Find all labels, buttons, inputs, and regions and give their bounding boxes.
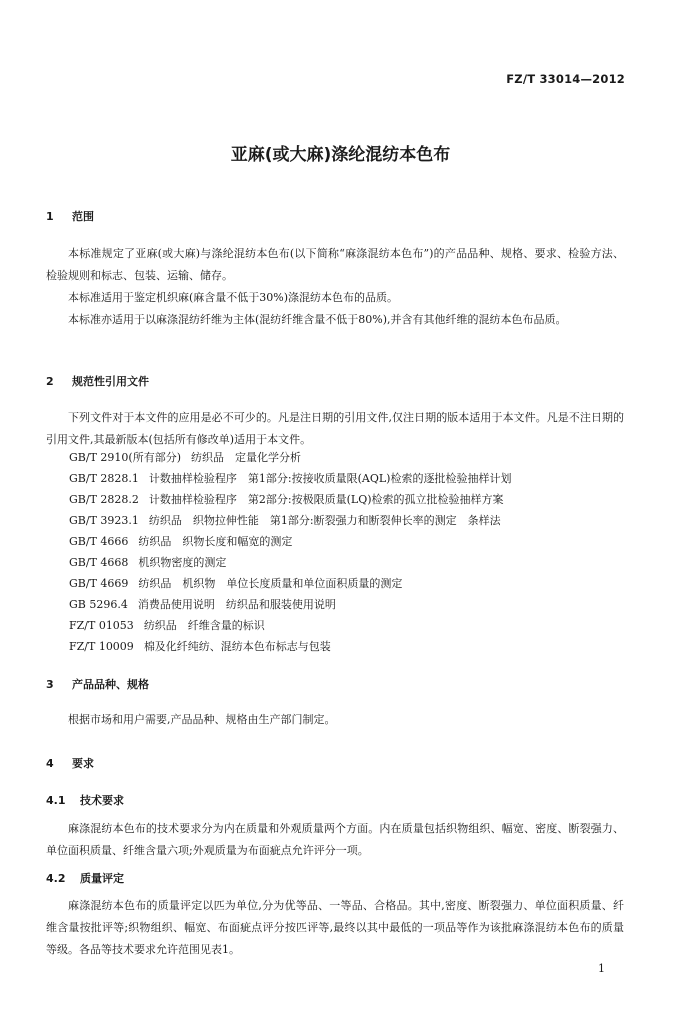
- section-4-2-number: 4.2: [46, 872, 66, 885]
- section-4-2-paragraph: 麻涤混纺本色布的质量评定以匹为单位,分为优等品、一等品、合格品。其中,密度、断裂强力、单位面积质量、纤维含量按批评等;织物组织、幅宽、布面疵点评分按匹评等,最终以其中最低的一项品等作为该批麻涤混纺本色布的质量等级。各品等技术要求允许范围见表1。: [46, 899, 624, 956]
- section-1-paragraph-2: 本标准适用于鉴定机织麻(麻含量不低于30%)涤混纺本色布的品质。: [68, 291, 399, 304]
- reference-item: [69, 493, 504, 507]
- reference-title: 计数抽样检验程序 第1部分:按接收质量限(AQL)检索的逐批检验抽样计划: [148, 472, 512, 485]
- reference-title: 纺织品 纤维含量的标识: [143, 619, 265, 632]
- reference-title: 纺织品 织物拉伸性能 第1部分:断裂强力和断裂伸长率的测定 条样法: [148, 514, 501, 527]
- section-1-title: 范围: [72, 210, 94, 223]
- section-3-heading: [46, 676, 149, 692]
- section-4-1-heading: [46, 792, 124, 808]
- reference-title: 纺织品 机织物 单位长度质量和单位面积质量的测定: [138, 577, 403, 590]
- reference-title: 纺织品 定量化学分析: [191, 451, 301, 464]
- section-1-paragraph-3: 本标准亦适用于以麻涤混纺纤维为主体(混纺纤维含量不低于80%),并含有其他纤维的混纺本色布品质。: [68, 313, 567, 326]
- section-3-title: 产品品种、规格: [72, 678, 149, 691]
- section-4-number: 4: [46, 757, 54, 770]
- reference-title: 计数抽样检验程序 第2部分:按极限质量(LQ)检索的孤立批检验抽样方案: [148, 493, 504, 506]
- reference-code: GB/T 2910(所有部分): [69, 451, 181, 464]
- section-2-heading: [46, 373, 149, 389]
- standard-code: FZ/T 33014—2012: [506, 72, 625, 86]
- reference-item: [69, 577, 402, 591]
- reference-item: [69, 640, 331, 654]
- reference-item: [69, 598, 336, 612]
- reference-code: GB/T 3923.1: [69, 514, 139, 527]
- section-2-title: 规范性引用文件: [72, 375, 149, 388]
- reference-item: [69, 472, 511, 486]
- section-4-title: 要求: [72, 757, 94, 770]
- section-4-1-title: 技术要求: [80, 794, 124, 807]
- reference-code: FZ/T 01053: [69, 619, 134, 632]
- reference-code: FZ/T 10009: [69, 640, 134, 653]
- reference-title: 消费品使用说明 纺织品和服装使用说明: [137, 598, 336, 611]
- reference-item: [69, 535, 292, 549]
- section-4-heading: [46, 755, 94, 771]
- reference-code: GB/T 4668: [69, 556, 129, 569]
- reference-code: GB 5296.4: [69, 598, 128, 611]
- reference-item: [69, 451, 301, 465]
- reference-item: [69, 514, 501, 528]
- reference-title: 机织物密度的测定: [138, 556, 227, 569]
- document-title: 亚麻(或大麻)涤纶混纺本色布: [230, 145, 451, 165]
- section-2-number: 2: [46, 375, 54, 388]
- reference-code: GB/T 2828.1: [69, 472, 139, 485]
- section-3-paragraph: 根据市场和用户需要,产品品种、规格由生产部门制定。: [68, 713, 336, 726]
- section-2-intro: 下列文件对于本文件的应用是必不可少的。凡是注日期的引用文件,仅注日期的版本适用于本文件。凡是不注日期的引用文件,其最新版本(包括所有修改单)适用于本文件。: [46, 411, 624, 446]
- section-4-2-title: 质量评定: [80, 872, 124, 885]
- reference-code: GB/T 4666: [69, 535, 129, 548]
- section-1-heading: [46, 208, 94, 224]
- section-4-2-heading: [46, 870, 124, 886]
- reference-code: GB/T 4669: [69, 577, 129, 590]
- section-4-1-paragraph: 麻涤混纺本色布的技术要求分为内在质量和外观质量两个方面。内在质量包括织物组织、幅宽、密度、断裂强力、单位面积质量、纤维含量六项;外观质量为布面疵点允许评分一项。: [46, 822, 624, 857]
- section-1-paragraph-1: 本标准规定了亚麻(或大麻)与涤纶混纺本色布(以下简称“麻涤混纺本色布”)的产品品种、规格、要求、检验方法、检验规则和标志、包装、运输、储存。: [46, 247, 624, 282]
- reference-code: GB/T 2828.2: [69, 493, 139, 506]
- reference-title: 棉及化纤纯纺、混纺本色布标志与包装: [143, 640, 331, 653]
- page-number: 1: [598, 962, 605, 975]
- reference-item: [69, 556, 226, 570]
- reference-item: [69, 619, 265, 633]
- section-3-number: 3: [46, 678, 54, 691]
- reference-title: 纺织品 织物长度和幅宽的测定: [138, 535, 293, 548]
- section-4-1-number: 4.1: [46, 794, 66, 807]
- section-1-number: 1: [46, 210, 54, 223]
